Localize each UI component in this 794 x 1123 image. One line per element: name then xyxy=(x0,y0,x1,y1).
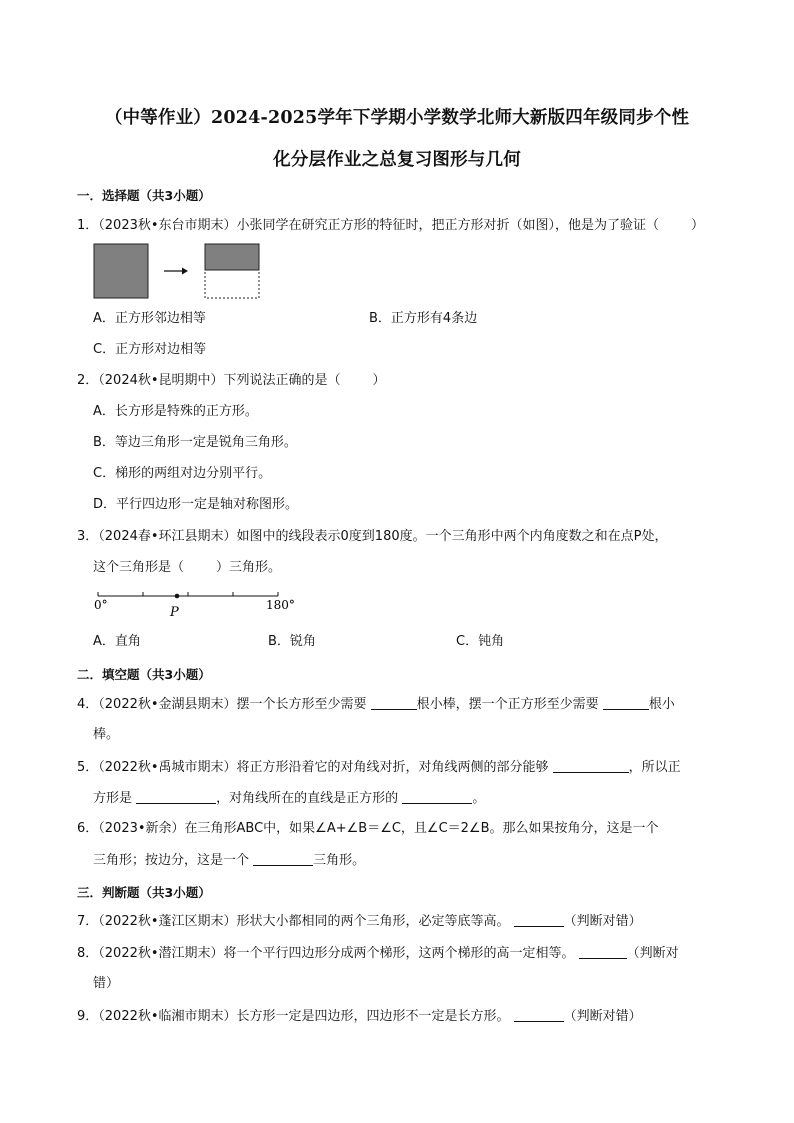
answer-blank[interactable] xyxy=(253,853,313,866)
question-1-option-b: B．正方形有4条边 xyxy=(369,311,478,326)
question-2-option-a: A．长方形是特殊的正方形。 xyxy=(93,404,258,419)
question-5-stem: 5．（2022秋•禹城市期末）将正方形沿着它的对角线对折，对角线两侧的部分能够 ，所以正 xyxy=(77,760,681,775)
question-3-number-line xyxy=(90,588,310,622)
answer-blank[interactable] xyxy=(514,1009,564,1022)
folded-half-filled xyxy=(205,244,259,270)
question-1-figure xyxy=(90,242,265,302)
answer-blank[interactable] xyxy=(402,791,472,804)
question-1-stem: 1．（2023秋•东台市期末）小张同学在研究正方形的特征时，把正方形对折（如图），他是为了验证（ ） xyxy=(77,218,705,233)
question-1-option-a: A．正方形邻边相等 xyxy=(93,311,206,326)
question-4-continuation: 棒。 xyxy=(93,727,120,742)
label-zero-degree: 0° xyxy=(94,598,108,612)
section-heading-judge: 三．判断题（共3小题） xyxy=(77,885,211,900)
section-heading-fill: 二．填空题（共3小题） xyxy=(77,667,211,682)
question-6-continuation: 三角形；按边分，这是一个 三角形。 xyxy=(93,853,366,868)
point-p-dot xyxy=(175,594,180,599)
question-6-stem: 6．（2023•新余）在三角形ABC中，如果∠A+∠B＝∠C，且∠C＝2∠B。那么如果按角分，这是一个 xyxy=(77,821,659,836)
question-2-option-b: B．等边三角形一定是锐角三角形。 xyxy=(93,435,297,450)
answer-blank[interactable] xyxy=(514,914,564,927)
solid-square xyxy=(94,244,148,298)
question-8-continuation: 错） xyxy=(93,976,120,991)
label-180-degree: 180° xyxy=(266,598,295,612)
question-9-stem: 9．（2022秋•临湘市期末）长方形一定是四边形，四边形不一定是长方形。 （判断对错） xyxy=(77,1009,642,1024)
question-8-stem: 8．（2022秋•潜江期末）将一个平行四边形分成两个梯形，这两个梯形的高一定相等。 （判断对 xyxy=(77,946,679,961)
question-3-stem-line-1: 3．（2024春•环江县期末）如图中的线段表示0度到180度。一个三角形中两个内角度数之和在点P处， xyxy=(77,529,668,544)
question-5-continuation: 方形是 ，对角线所在的直线是正方形的 。 xyxy=(93,791,486,806)
answer-blank[interactable] xyxy=(553,760,629,773)
question-3-option-a: A．直角 xyxy=(93,634,141,649)
question-1-option-c: C．正方形对边相等 xyxy=(93,342,207,357)
title-line-1: （中等作业）2024-2025学年下学期小学数学北师大新版四年级同步个性 xyxy=(104,108,690,128)
question-2-option-d: D．平行四边形一定是轴对称图形。 xyxy=(93,497,299,512)
arrow-head-icon xyxy=(182,268,188,275)
question-7-stem: 7．（2022秋•蓬江区期末）形状大小都相同的两个三角形，必定等底等高。 （判断对错） xyxy=(77,914,642,929)
question-3-stem-line-2: 这个三角形是（ ）三角形。 xyxy=(93,560,282,575)
title-line-2: 化分层作业之总复习图形与几何 xyxy=(273,150,521,170)
answer-blank[interactable] xyxy=(371,697,417,710)
section-heading-choice: 一．选择题（共3小题） xyxy=(77,188,211,203)
folded-half-dashed xyxy=(205,270,259,298)
question-2-option-c: C．梯形的两组对边分别平行。 xyxy=(93,466,272,481)
answer-blank[interactable] xyxy=(579,946,627,959)
answer-blank[interactable] xyxy=(603,697,649,710)
label-point-p: P xyxy=(170,605,179,620)
question-3-option-b: B．锐角 xyxy=(268,634,316,649)
question-4-stem: 4．（2022秋•金湖县期末）摆一个长方形至少需要 根小棒，摆一个正方形至少需要 根小 xyxy=(77,697,675,712)
question-3-option-c: C．钝角 xyxy=(456,634,505,649)
question-2-stem: 2．（2024秋•昆明期中）下列说法正确的是（ ） xyxy=(77,373,386,388)
answer-blank[interactable] xyxy=(136,791,216,804)
